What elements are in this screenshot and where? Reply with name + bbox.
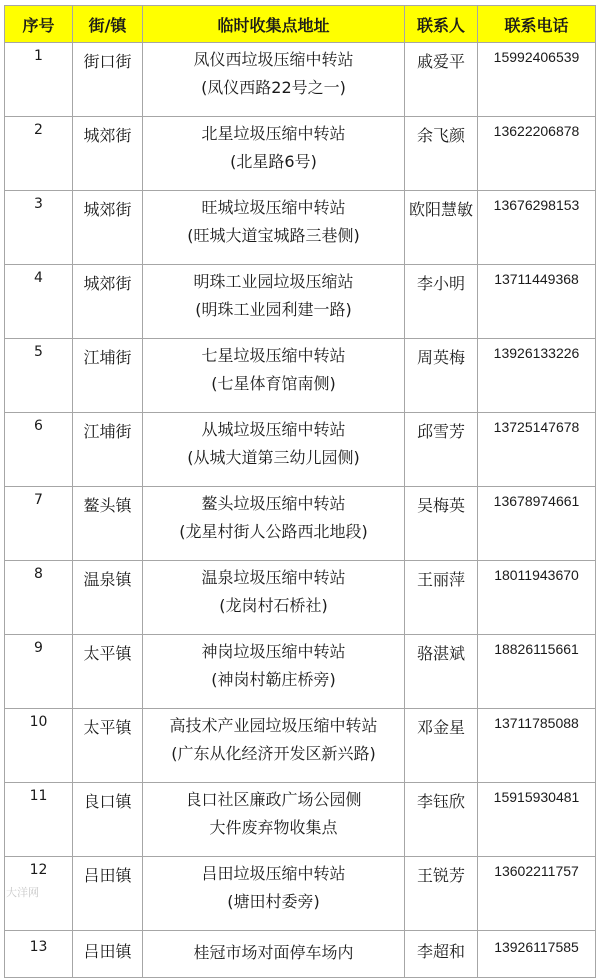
cell-street: 太平镇: [73, 635, 143, 709]
cell-number: 13: [5, 931, 73, 978]
address-line-2: (广东从化经济开发区新兴路): [171, 744, 376, 763]
cell-contact: 王锐芳: [405, 857, 478, 931]
cell-street: 温泉镇: [73, 561, 143, 635]
cell-address: [143, 561, 405, 635]
cell-contact: 余飞颜: [405, 117, 478, 191]
cell-number: 8: [5, 561, 73, 635]
cell-number: 11: [5, 783, 73, 857]
address-line-1: 明珠工业园垃圾压缩站: [193, 272, 354, 291]
cell-street: 城郊街: [73, 117, 143, 191]
cell-address: [143, 339, 405, 413]
cell-number: 4: [5, 265, 73, 339]
cell-phone: 13711449368: [478, 265, 596, 339]
cell-address: [143, 857, 405, 931]
cell-contact: 欧阳慧敏: [405, 191, 478, 265]
cell-street: 鳌头镇: [73, 487, 143, 561]
cell-address: [143, 265, 405, 339]
cell-number: 9: [5, 635, 73, 709]
address-line-1: 凤仪西垃圾压缩中转站: [193, 50, 354, 69]
cell-phone: 18011943670: [478, 561, 596, 635]
cell-address: [143, 635, 405, 709]
address-line-2: (明珠工业园利建一路): [195, 300, 352, 319]
cell-street: 江埔街: [73, 413, 143, 487]
cell-street: 太平镇: [73, 709, 143, 783]
cell-street: 吕田镇: [73, 931, 143, 978]
table-row: [5, 487, 596, 561]
address-line-1: 良口社区廉政广场公园侧: [185, 790, 362, 809]
table-row: [5, 413, 596, 487]
cell-contact: 李钰欣: [405, 783, 478, 857]
address-line-1: 七星垃圾压缩中转站: [201, 346, 346, 365]
table-row: [5, 117, 596, 191]
table-row: [5, 43, 596, 117]
cell-phone: 13602211757: [478, 857, 596, 931]
cell-number: 10: [5, 709, 73, 783]
cell-contact: 骆湛斌: [405, 635, 478, 709]
cell-street: 江埔街: [73, 339, 143, 413]
header-address: 临时收集点地址: [143, 6, 405, 43]
table-row: [5, 931, 596, 978]
address-line-1: 高技术产业园垃圾压缩中转站: [169, 716, 378, 735]
header-phone: 联系电话: [478, 6, 596, 43]
cell-contact: 邱雪芳: [405, 413, 478, 487]
cell-contact: 戚爱平: [405, 43, 478, 117]
cell-phone: 13926133226: [478, 339, 596, 413]
address-line-2: (神岗村簕庄桥旁): [211, 670, 336, 689]
address-line-2: 大件废弃物收集点: [209, 818, 338, 837]
collection-points-table: [4, 5, 596, 978]
table-row: [5, 709, 596, 783]
address-line-2: (旺城大道宝城路三巷侧): [187, 226, 360, 245]
cell-phone: 13711785088: [478, 709, 596, 783]
cell-contact: 周英梅: [405, 339, 478, 413]
cell-phone: 13622206878: [478, 117, 596, 191]
address-line-1: 温泉垃圾压缩中转站: [201, 568, 346, 587]
cell-number: 5: [5, 339, 73, 413]
cell-address: [143, 413, 405, 487]
table-row: [5, 339, 596, 413]
address-line-2: (凤仪西路22号之一): [201, 78, 346, 97]
cell-number: 7: [5, 487, 73, 561]
address-line-2: (塘田村委旁): [227, 892, 320, 911]
watermark: 大洋网: [6, 886, 39, 899]
cell-street: 城郊街: [73, 191, 143, 265]
header-contact: 联系人: [405, 6, 478, 43]
address-line-1: 从城垃圾压缩中转站: [201, 420, 346, 439]
cell-phone: 18826115661: [478, 635, 596, 709]
table-header-row: [5, 6, 596, 43]
cell-number: 6: [5, 413, 73, 487]
table-row: [5, 265, 596, 339]
cell-phone: 13678974661: [478, 487, 596, 561]
table-row: [5, 783, 596, 857]
cell-number: 1: [5, 43, 73, 117]
address-line-2: (龙星村街人公路西北地段): [179, 522, 368, 541]
cell-contact: 李超和: [405, 931, 478, 978]
table-row: [5, 635, 596, 709]
cell-phone: 15992406539: [478, 43, 596, 117]
table-row: [5, 561, 596, 635]
table-row: [5, 857, 596, 931]
cell-contact: 邓金星: [405, 709, 478, 783]
cell-address: [143, 783, 405, 857]
cell-number: 2: [5, 117, 73, 191]
cell-number: 12: [5, 857, 73, 931]
header-street: 街/镇: [73, 6, 143, 43]
cell-number: 3: [5, 191, 73, 265]
cell-address: [143, 931, 405, 978]
cell-phone: 13725147678: [478, 413, 596, 487]
address-line-1: 神岗垃圾压缩中转站: [201, 642, 346, 661]
address-line-1: 鳌头垃圾压缩中转站: [201, 494, 346, 513]
cell-contact: 吴梅英: [405, 487, 478, 561]
cell-street: 城郊街: [73, 265, 143, 339]
address-line-1: 吕田垃圾压缩中转站: [201, 864, 346, 883]
address-line-2: (北星路6号): [230, 152, 317, 171]
cell-contact: 王丽萍: [405, 561, 478, 635]
cell-phone: 15915930481: [478, 783, 596, 857]
cell-street: 街口街: [73, 43, 143, 117]
cell-phone: 13676298153: [478, 191, 596, 265]
address-line-2: (从城大道第三幼儿园侧): [187, 448, 360, 467]
cell-address: [143, 43, 405, 117]
cell-street: 良口镇: [73, 783, 143, 857]
address-line-1: 北星垃圾压缩中转站: [201, 124, 346, 143]
table-row: [5, 191, 596, 265]
cell-address: [143, 709, 405, 783]
address-line-2: (七星体育馆南侧): [211, 374, 336, 393]
cell-address: [143, 487, 405, 561]
cell-address: [143, 191, 405, 265]
cell-address: [143, 117, 405, 191]
cell-phone: 13926117585: [478, 931, 596, 978]
address-line-1: 旺城垃圾压缩中转站: [201, 198, 346, 217]
address-line-1: 桂冠市场对面停车场内: [193, 943, 354, 962]
address-line-2: (龙岗村石桥社): [219, 596, 328, 615]
cell-street: 吕田镇: [73, 857, 143, 931]
cell-contact: 李小明: [405, 265, 478, 339]
header-number: 序号: [5, 6, 73, 43]
